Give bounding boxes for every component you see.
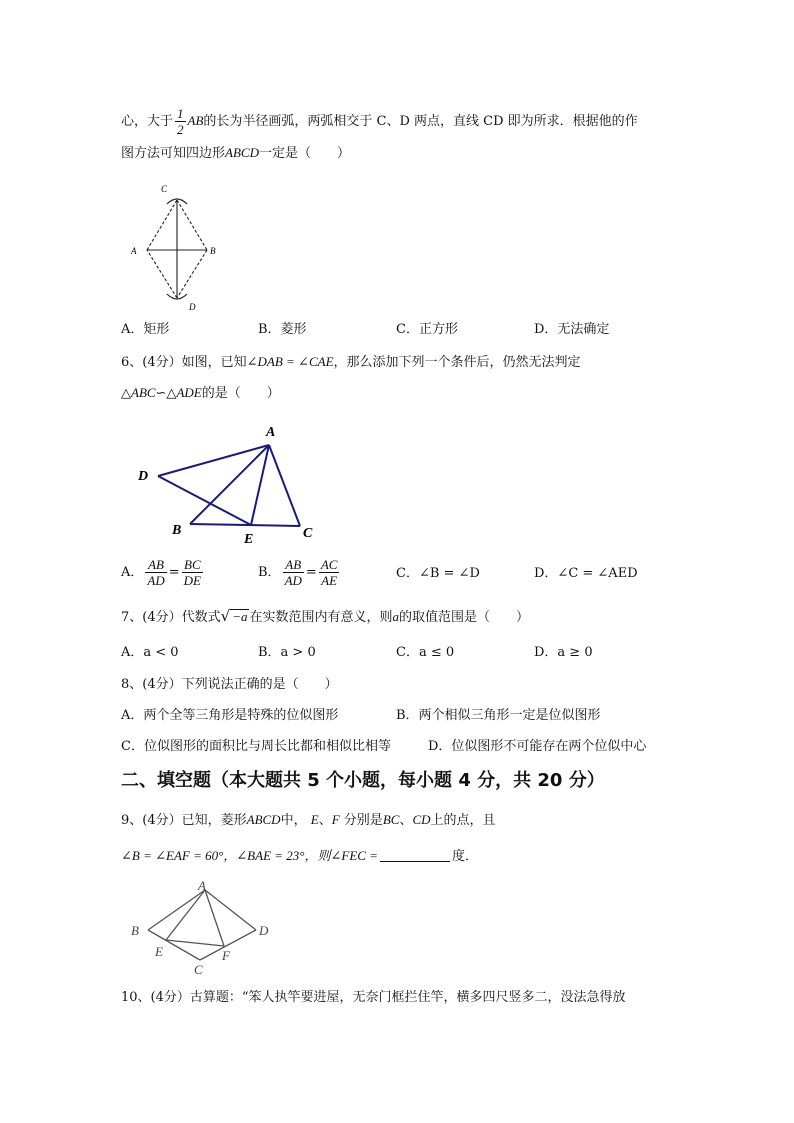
q8-option-a: A．两个全等三角形是特殊的位似图形	[121, 708, 339, 723]
q7-option-b: B．a > 0	[258, 645, 316, 660]
fraction	[283, 557, 304, 588]
q9-text-5: 度．	[451, 849, 478, 864]
q6-math: ∠DAB = ∠CAE	[246, 354, 334, 369]
denominator: AD	[284, 573, 302, 588]
q9-abcd: ABCD	[246, 812, 281, 827]
label-c: C	[194, 962, 203, 977]
fraction	[145, 557, 166, 588]
option-label: B．	[258, 565, 281, 580]
fraction-denominator: 2	[177, 122, 184, 137]
q8-option-b: B．两个相似三角形一定是位似图形	[396, 708, 601, 723]
numerator: AB	[283, 557, 304, 573]
q6-text: 6、(4分）如图，已知	[121, 355, 247, 370]
q8-option-c: C．位似图形的面积比与周长比都和相似比相等	[121, 739, 391, 754]
label-b: B	[131, 923, 139, 938]
label-b: B	[172, 523, 182, 538]
q5-text-3: 图方法可知四边形	[121, 146, 226, 161]
q6-figure	[130, 420, 330, 550]
q6-line-1	[121, 352, 581, 373]
q9-line-1	[121, 810, 496, 831]
section-heading: 二、填空题（本大题共 5 个小题，每小题 4 分，共 20 分）	[121, 770, 605, 791]
q9-text-4: 上的点，且	[430, 813, 496, 828]
label-d: D	[259, 923, 269, 938]
q5-option-c: C．正方形	[396, 322, 458, 337]
label-d: D	[138, 469, 149, 484]
q9-figure	[128, 878, 278, 978]
q6-text-2: ，那么添加下列一个条件后，仍然无法判定	[333, 355, 581, 370]
q6-option-c: C．∠B = ∠D	[396, 566, 480, 581]
q9-sep-2: 、	[399, 813, 413, 828]
option-label: A．	[121, 565, 144, 580]
fraction	[182, 557, 203, 588]
q5-option-d: D．无法确定	[534, 322, 610, 337]
q9-sep: 、	[318, 813, 332, 828]
q6-option-a: A． $\frac{AB}{AD}$ = $\frac{BC}{DE}$	[121, 557, 201, 588]
q6-line-2	[121, 383, 280, 404]
q7-stem: 7、(4分）代数式√ −a 在实数范围内有意义，则a的取值范围是（ ）	[121, 607, 529, 625]
q8-stem: 8、(4分）下列说法正确的是（ ）	[121, 677, 338, 692]
denominator: DE	[183, 573, 201, 588]
q5-abcd: ABCD	[225, 145, 259, 160]
q7-option-c: C．a ≤ 0	[396, 645, 455, 660]
q9-math: ∠B = ∠EAF = 60°，∠BAE = 23°，则∠FEC =	[121, 848, 378, 863]
q5-figure-rhombus	[125, 180, 225, 315]
label-d: D	[189, 302, 196, 312]
q9-text-2: 中，	[280, 813, 307, 828]
q5-line-1	[121, 106, 638, 137]
q8-option-d: D．位似图形不可能存在两个位似中心	[428, 739, 647, 754]
denominator: AD	[147, 573, 165, 588]
q5-option-b: B．菱形	[258, 322, 307, 337]
numerator: AB	[145, 557, 166, 573]
q7-option-d: D．a ≥ 0	[534, 645, 593, 660]
q5-option-a: A．矩形	[121, 322, 170, 337]
fraction	[319, 557, 340, 588]
q9-f: F	[331, 812, 340, 827]
q9-e: E	[310, 812, 319, 827]
label-f: F	[222, 948, 230, 963]
label-a: A	[266, 425, 276, 440]
label-a: A	[131, 246, 137, 256]
q5-text-2: 的长为半径画弧，两弧相交于 C、D 两点，直线 CD 即为所求．根据他的作	[203, 114, 638, 129]
q5-fraction	[175, 106, 186, 137]
numerator: BC	[182, 557, 203, 573]
q6-similar: △ABC∽△ADE	[121, 385, 202, 400]
q7-text-2: 在实数范围内有意义，则	[249, 610, 393, 625]
denominator: AE	[321, 573, 338, 588]
q9-line-2	[121, 846, 478, 867]
q10-line-1: 10、(4分）古算题：“笨人执竿要进屋，无奈门框拦住竿，横多四尺竖多二，没法急得放	[121, 990, 626, 1005]
q6-text-3: 的是（ ）	[201, 386, 280, 401]
sqrt-radicand: −a	[232, 609, 248, 624]
label-a: A	[198, 878, 206, 893]
q7-var: a	[392, 609, 399, 624]
q9-bc: BC	[382, 812, 400, 827]
q5-line-2	[121, 143, 350, 164]
answer-blank[interactable]	[380, 847, 450, 862]
q6-option-b: B． $\frac{AB}{AD}$ = $\frac{AC}{AE}$	[258, 557, 338, 588]
label-c: C	[161, 184, 168, 194]
q9-text: 9、(4分）已知，菱形	[121, 813, 247, 828]
q9-text-3: 分别是	[343, 813, 383, 828]
q7-text-3: 的取值范围是（ ）	[398, 610, 529, 625]
label-c: C	[303, 526, 313, 541]
label-e: E	[155, 944, 163, 959]
q7-text: 7、(4分）代数式	[121, 610, 221, 625]
q5-text-4: 一定是（ ）	[258, 146, 350, 161]
q6-option-d: D．∠C = ∠AED	[534, 566, 638, 581]
q9-cd: CD	[412, 812, 431, 827]
label-e: E	[244, 532, 254, 547]
numerator: AC	[320, 557, 338, 572]
label-b: B	[210, 246, 216, 256]
fraction-numerator: 1	[177, 106, 184, 121]
q7-option-a: A．a < 0	[121, 645, 179, 660]
q5-text: 心，大于	[121, 114, 174, 129]
q5-ab: AB	[187, 113, 204, 128]
